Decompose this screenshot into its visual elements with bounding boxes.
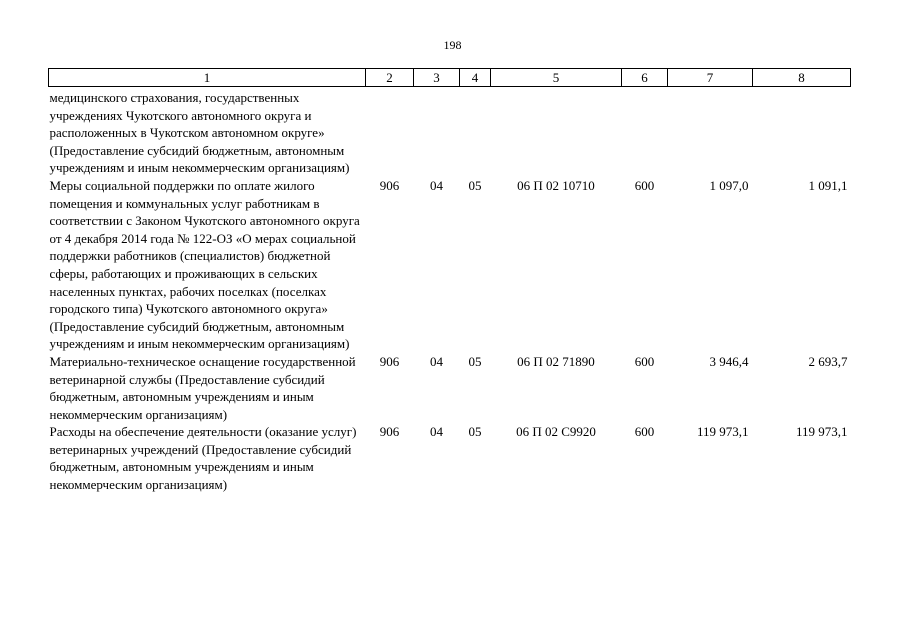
cell-amount-8: 119 973,1 <box>795 424 848 440</box>
row-description: Расходы на обеспечение деятельности (оказание услуг) ветеринарных учреждений (Предоставление субсидий бюджетным, автономным учреждениям и иным некоммерческим организациям) <box>49 424 357 493</box>
cell-subsection: 05 <box>468 177 482 193</box>
cell-target-article: 06 П 02 71890 <box>517 353 595 369</box>
cell-subsection: 05 <box>468 424 482 440</box>
cell-target-article: 06 П 02 10710 <box>517 177 595 193</box>
table-row <box>49 177 851 353</box>
column-header: 1 <box>49 69 366 87</box>
cell-expense-type <box>622 87 668 177</box>
column-header: 8 <box>753 69 851 87</box>
row-description: Меры социальной поддержки по оплате жилого помещения и коммунальных услуг работникам в соответствии с Законом Чукотского автономного округа от 4 декабря 2014 года № 122-ОЗ «О мерах социальной поддержки работников (специалистов) бюджетной сферы, работающих и проживающих в сельских населенных пунктах, рабочих поселках (поселках городского типа) Чукотского автономного округа» (Предоставление субсидий бюджетным, автономным учреждениям и иным некоммерческим организациям) <box>49 177 360 352</box>
cell-admin-code: 906 <box>379 424 400 440</box>
column-header: 6 <box>622 69 668 87</box>
cell-amount-7: 1 097,0 <box>709 177 749 193</box>
cell-amount-8: 2 693,7 <box>808 353 848 369</box>
cell-subsection <box>460 87 491 177</box>
cell-section: 04 <box>430 177 443 193</box>
cell-amount-8: 1 091,1 <box>808 177 848 193</box>
column-header: 5 <box>491 69 622 87</box>
cell-section <box>414 87 460 177</box>
cell-amount-8 <box>753 87 851 177</box>
cell-admin-code <box>366 87 414 177</box>
cell-target-article <box>491 87 622 177</box>
cell-section: 04 <box>430 353 443 369</box>
row-description: Материально-техническое оснащение государственной ветеринарной службы (Предоставление субсидий бюджетным, автономным учреждениям и иным некоммерческим организациям) <box>49 353 356 422</box>
cell-section: 04 <box>430 424 443 440</box>
cell-target-article: 06 П 02 С9920 <box>516 424 596 440</box>
cell-amount-7: 3 946,4 <box>709 353 749 369</box>
cell-amount-7 <box>668 87 753 177</box>
budget-table <box>48 68 851 494</box>
table-row <box>49 353 851 423</box>
column-header: 3 <box>414 69 460 87</box>
cell-subsection: 05 <box>468 353 482 369</box>
cell-admin-code: 906 <box>379 353 400 369</box>
cell-admin-code: 906 <box>379 177 400 193</box>
table-row <box>49 423 851 493</box>
column-header: 4 <box>460 69 491 87</box>
row-description: медицинского страхования, государственных учреждениях Чукотского автономного округа и расположенных в Чукотском автономном округе» (Предоставление субсидий бюджетным, автономным учреждениям и иным некоммерческим организациям) <box>49 90 350 176</box>
cell-expense-type: 600 <box>634 177 655 193</box>
page-number: 198 <box>443 38 462 52</box>
cell-expense-type: 600 <box>634 353 655 369</box>
cell-expense-type: 600 <box>634 424 655 440</box>
column-header: 2 <box>366 69 414 87</box>
cell-amount-7: 119 973,1 <box>696 424 749 440</box>
table-row <box>49 87 851 177</box>
header-row <box>49 69 851 87</box>
column-header: 7 <box>668 69 753 87</box>
